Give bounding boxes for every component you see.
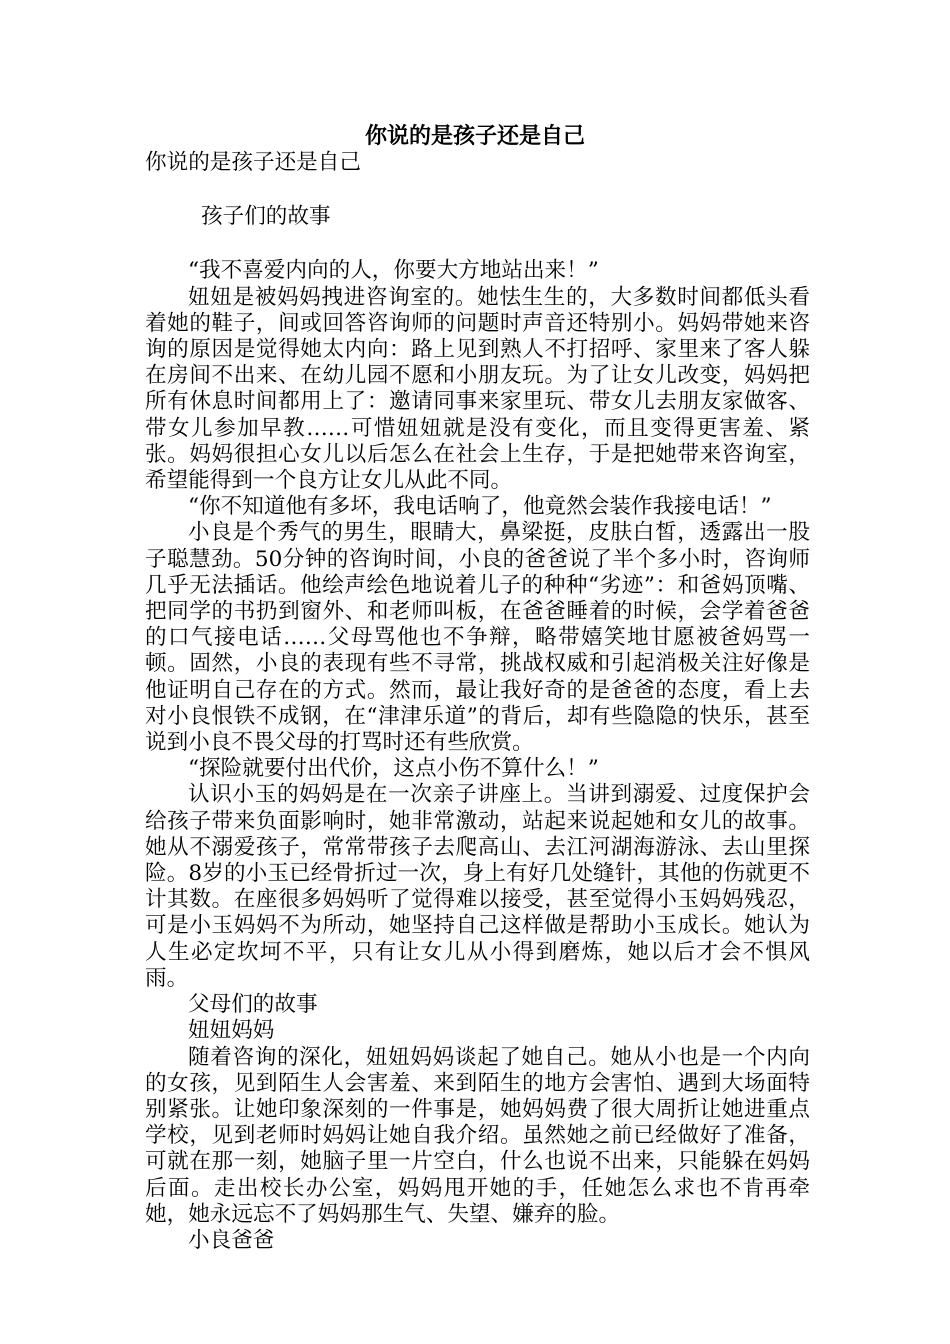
spacer	[145, 176, 810, 204]
document-subtitle: 你说的是孩子还是自己	[145, 150, 361, 175]
sub-heading-xiaoliang-dad: 小良爸爸	[188, 1227, 275, 1253]
sub-heading-niuniu-mom: 妞妞妈妈	[188, 1018, 275, 1044]
story-paragraph: 认识小玉的妈妈是在一次亲子讲座上。当讲到溺爱、过度保护会给孩子带来负面影响时，她非常激动，站起来说起她和女儿的故事。她从不溺爱孩子，常常带孩子去爬高山、去江河湖海游泳、去山里探险。8岁的小玉已经骨折过一次，身上有好几处缝针，其他的伤就更不计其数。在座很多妈妈听了觉得难以接受，甚至觉得小玉妈妈残忍，可是小玉妈妈不为所动，她坚持自己这样做是帮助小玉成长。她认为人生必定坎坷不平，只有让女儿从小得到磨炼，她以后才会不惧风雨。	[145, 782, 810, 991]
quote-paragraph: “我不喜爱内向的人，你要大方地站出来！”	[188, 258, 599, 284]
quote-paragraph: “你不知道他有多坏，我电话响了，他竟然会装作我接电话！”	[188, 494, 772, 520]
quote-paragraph: “探险就要付出代价，这点小伤不算什么！”	[188, 756, 599, 782]
story-paragraph: 小良是个秀气的男生，眼睛大，鼻梁挺，皮肤白皙，透露出一股子聪慧劲。50分钟的咨询时间，小良的爸爸说了半个多小时，咨询师几乎无法插话。他绘声绘色地说着儿子的种种“劣迹”：和爸妈顶嘴、把同学的书扔到窗外、和老师叫板，在爸爸睡着的时候，会学着爸爸的口气接电话……父母骂他也不争辩，略带嬉笑地甘愿被爸妈骂一顿。固然，小良的表现有些不寻常，挑战权威和引起消极关注好像是他证明自己存在的方式。然而，最让我好奇的是爸爸的态度，看上去对小良恨铁不成钢，在“津津乐道”的背后，却有些隐隐的快乐，甚至说到小良不畏父母的打骂时还有些欣赏。	[145, 520, 810, 756]
document-body	[145, 150, 810, 1254]
story-paragraph: 妞妞是被妈妈拽进咨询室的。她怯生生的，大多数时间都低头看着她的鞋子，间或回答咨询师的问题时声音还特别小。妈妈带她来咨询的原因是觉得她太内向：路上见到熟人不打招呼、家里来了客人躲在房间不出来、在幼儿园不愿和小朋友玩。为了让女儿改变，妈妈把所有休息时间都用上了：邀请同事来家里玩、带女儿去朋友家做客、带女儿参加早教……可惜妞妞就是没有变化，而且变得更害羞、紧张。妈妈很担心女儿以后怎么在社会上生存，于是把她带来咨询室，希望能得到一个良方让女儿从此不同。	[145, 284, 810, 494]
story-paragraph: 随着咨询的深化，妞妞妈妈谈起了她自己。她从小也是一个内向的女孩，见到陌生人会害羞、来到陌生的地方会害怕、遇到大场面特别紧张。让她印象深刻的一件事是，她妈妈费了很大周折让她进重点学校，见到老师时妈妈让她自我介绍。虽然她之前已经做好了准备，可就在那一刻，她脑子里一片空白，什么也说不出来，只能躲在妈妈后面。走出校长办公室，妈妈甩开她的手，任她怎么求也不肯再牵她，她永远忘不了妈妈那生气、失望、嫌弃的脸。	[145, 1044, 810, 1227]
document-title: 你说的是孩子还是自己	[364, 123, 585, 149]
spacer	[145, 230, 810, 258]
section-heading-parents: 父母们的故事	[188, 992, 318, 1018]
section-heading-children: 孩子们的故事	[201, 204, 331, 230]
